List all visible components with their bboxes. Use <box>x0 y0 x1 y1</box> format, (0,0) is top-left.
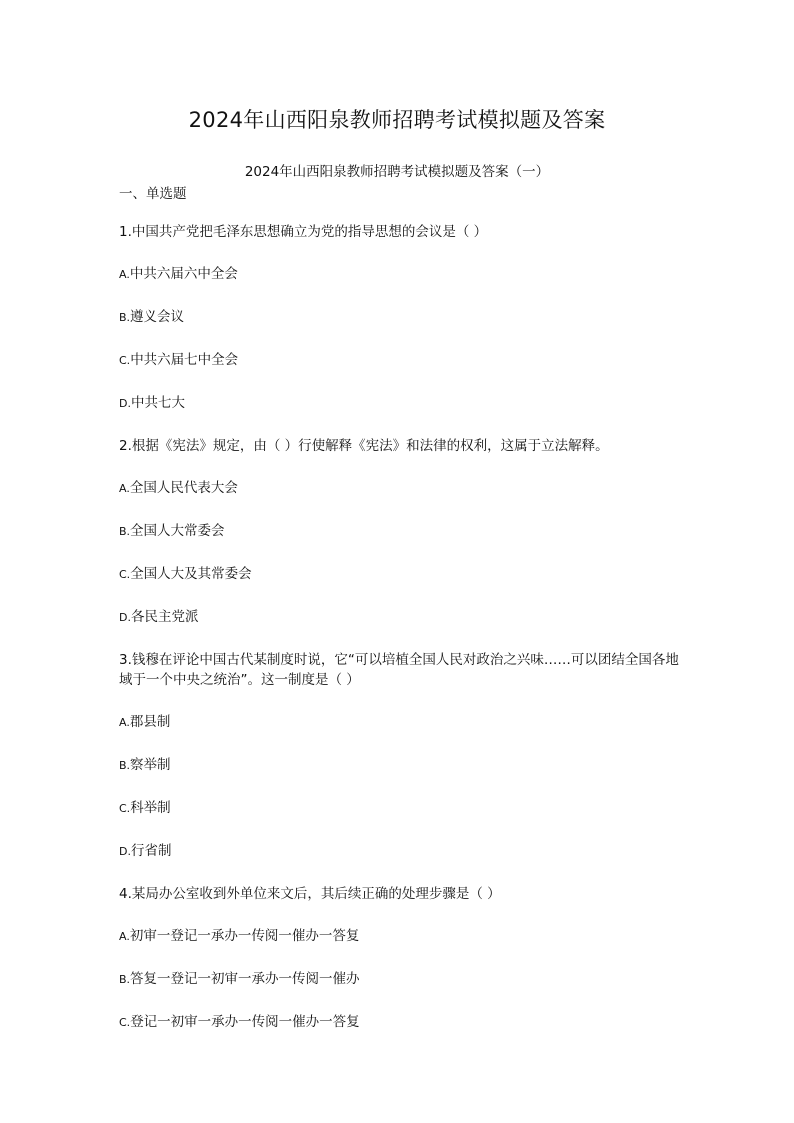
option-text: 察举制 <box>130 757 171 773</box>
option-letter: A. <box>119 482 130 495</box>
option-letter: C. <box>119 354 131 367</box>
option-d <box>119 607 679 628</box>
option-c <box>119 798 679 819</box>
option-letter: C. <box>119 1016 131 1029</box>
document-subtitle: 2024年山西阳泉教师招聘考试模拟题及答案（一） <box>244 164 550 180</box>
option-letter: A. <box>119 716 130 729</box>
option-letter: B. <box>119 759 131 772</box>
option-text: 科举制 <box>130 800 171 816</box>
option-letter: D. <box>119 397 131 410</box>
question-list <box>119 222 679 1055</box>
option-letter: D. <box>119 845 131 858</box>
option-a <box>119 478 679 499</box>
option-d <box>119 841 679 862</box>
option-letter: A. <box>119 268 130 281</box>
question-stem: 4.某局办公室收到外单位来文后，其后续正确的处理步骤是（ ） <box>119 886 501 902</box>
option-text: 行省制 <box>130 843 172 859</box>
question-stem: 3.钱穆在评论中国古代某制度时说，它“可以培植全国人民对政治之兴味……可以团结全国各地域于一个中央之统治”。这一制度是（ ） <box>119 652 679 688</box>
option-b <box>119 521 679 542</box>
option-text: 答复一登记一初审一承办一传阅一催办 <box>130 971 360 987</box>
question-1 <box>119 222 679 414</box>
option-text: 全国人大及其常委会 <box>130 566 252 582</box>
option-b <box>119 755 679 776</box>
question-stem: 2.根据《宪法》规定，由（ ）行使解释《宪法》和法律的权利，这属于立法解释。 <box>119 438 609 454</box>
option-text: 中共六届七中全会 <box>130 352 239 368</box>
option-c <box>119 350 679 371</box>
option-letter: D. <box>119 611 131 624</box>
option-a <box>119 926 679 947</box>
option-text: 登记一初审一承办一传阅一催办一答复 <box>130 1014 360 1030</box>
option-b <box>119 307 679 328</box>
option-c <box>119 564 679 585</box>
option-letter: C. <box>119 568 131 581</box>
question-4 <box>119 884 679 1033</box>
option-b <box>119 969 679 990</box>
section-heading: 一、单选题 <box>119 186 187 202</box>
question-2 <box>119 436 679 628</box>
option-d <box>119 393 679 414</box>
option-a <box>119 264 679 285</box>
option-text: 全国人民代表大会 <box>129 480 238 496</box>
option-letter: B. <box>119 973 131 986</box>
option-text: 遵义会议 <box>130 309 185 325</box>
question-stem: 1.中国共产党把毛泽东思想确立为党的指导思想的会议是（ ） <box>119 224 488 240</box>
document-title: 2024年山西阳泉教师招聘考试模拟题及答案 <box>188 108 606 132</box>
question-3 <box>119 650 679 862</box>
option-a <box>119 712 679 733</box>
option-c <box>119 1012 679 1033</box>
option-letter: A. <box>119 930 130 943</box>
option-text: 全国人大常委会 <box>130 523 225 539</box>
option-letter: B. <box>119 525 131 538</box>
option-text: 郡县制 <box>129 714 171 730</box>
option-letter: C. <box>119 802 131 815</box>
option-letter: B. <box>119 311 131 324</box>
option-text: 初审一登记一承办一传阅一催办一答复 <box>129 928 360 944</box>
option-text: 中共六届六中全会 <box>129 266 238 282</box>
option-text: 中共七大 <box>130 395 185 411</box>
option-text: 各民主党派 <box>130 609 199 625</box>
